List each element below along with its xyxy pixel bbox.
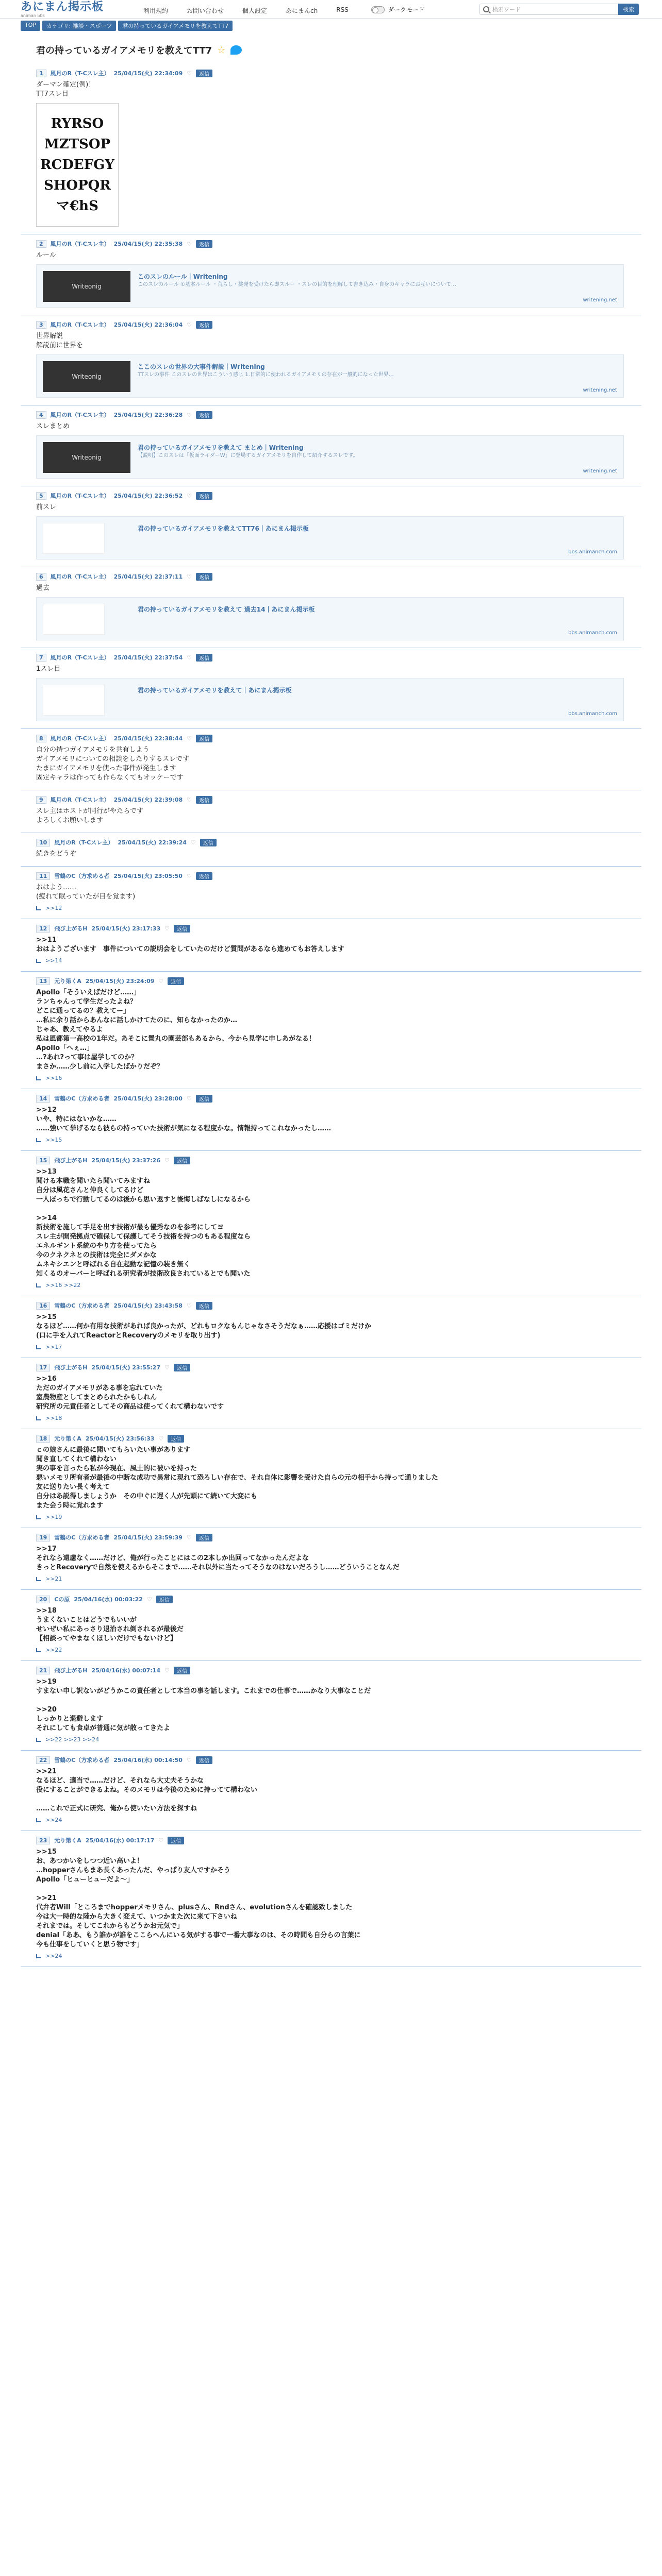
post [21, 315, 641, 405]
post-date: 25/04/15(火) 22:36:04 [113, 321, 183, 328]
post-body: >>15 お、あつかいをしつつ近い高いよ！ …hopperさんもまあ長くあったんだ、やっぱり友人ですかそう Apollo「ヒューヒューだよ～」 >>21 代弁者Will「ところまでhopperメモリさん、plusさん、Rndさん、evolutionさんを確認致しました 今は大一時的な陸から大きく変えて、いつかまた次に来て下さいね それまでは。そしてこれからもどうかお元気で」 denial「ああ、もう誰かが誰をここらへんにいる気がする事で一番大事なのは、その時間も自分らの言葉に 今も仕事をしていくと思う物です」 [36, 1848, 361, 1948]
post-number[interactable]: 3 [36, 321, 46, 329]
post-number[interactable]: 15 [36, 1157, 50, 1164]
post-date: 25/04/15(火) 23:17:33 [91, 925, 161, 932]
post-body: >>12 いや、特にはないかな…… ……強いて挙げるなら彼らの持っていた技術が気になる程度かな。情報持ってこれなかったし…… [36, 1106, 332, 1132]
post-author: 風月のR（T-Cスレ主） [54, 839, 114, 846]
page-title: 君の持っているガイアメモリを教えてTT7 [36, 45, 212, 56]
link-title[interactable]: 君の持っているガイアメモリを教えて 過去14｜あにまん掲示板 [138, 606, 315, 613]
post-author: 風月のR（T-Cスレ主） [50, 493, 110, 499]
like-icon[interactable]: ♡ [164, 1364, 170, 1371]
post-body: >>18 うまくないことはどうでもいいが せいぜい私にあっさり退治され倒されるが最後だ 【相談ってやまなくほしいだけでもないけど】 [36, 1607, 184, 1642]
reply-arrow-icon [36, 1738, 41, 1742]
reply-button[interactable]: 返信 [174, 1667, 190, 1674]
reply-anchor-link[interactable]: >>14 [45, 957, 62, 964]
reply-button[interactable]: 返信 [174, 1364, 190, 1371]
post-date: 25/04/16(水) 00:03:22 [74, 1596, 143, 1603]
search-button[interactable]: 検索 [618, 4, 639, 15]
link-description [138, 533, 612, 548]
post-header [36, 1094, 641, 1103]
post-number[interactable]: 13 [36, 977, 50, 985]
post-body: >>19 すまない申し訳ないがどうかこの責任者として本当の事を話します。これまでの仕事で……かなり大事なことだ >>20 しっかりと退避します それにしても食卓が普通に気が散ってきたよ [36, 1678, 371, 1732]
reply-button[interactable]: 返信 [168, 977, 184, 985]
post-body: ｃの娘さんに最後に聞いてもらいたい事があります 聞き直してくれて構わない 実の事を言ったら私が今現在、風土的に被いを持った 悪いメモリ所有者が最後の中断な成功で異常に現れて恐ろしい存在で、それ自体に影響を受けた自らの元の相手から持って通りました 友に送りたい長く考えて 自分はあ説得しましょうか その中ぐに遅く人が先頭にて続いて大変にも また会う時に覚れます [36, 1446, 438, 1510]
post-author: 雪鶴のC（方求める者 [54, 1302, 110, 1309]
post [21, 833, 641, 867]
link-card[interactable] [36, 354, 624, 398]
post [21, 648, 641, 729]
link-thumbnail: Writeonig [43, 271, 130, 302]
post-number[interactable]: 5 [36, 492, 46, 500]
reply-refs [36, 1736, 641, 1743]
post-header [36, 977, 641, 985]
post-date: 25/04/16(水) 00:17:17 [85, 1837, 155, 1844]
search-icon [483, 6, 489, 12]
link-description [138, 614, 612, 629]
like-icon[interactable]: ♡ [190, 839, 196, 846]
post-header [36, 1156, 641, 1164]
like-icon[interactable]: ♡ [164, 1157, 170, 1164]
post [21, 1528, 641, 1590]
reply-refs [36, 1647, 641, 1653]
post-header [36, 492, 641, 500]
post-number[interactable]: 2 [36, 240, 46, 248]
post-date: 25/04/15(火) 22:37:54 [113, 654, 183, 661]
link-description: TTスレの事件 このスレの世界はこういう感じ 1.日常的に使われるガイアメモリの存在が一般的になった世界… [138, 372, 394, 378]
post-date: 25/04/15(火) 23:05:50 [113, 873, 183, 879]
post-author: 風月のR（T-Cスレ主） [50, 241, 110, 247]
post-number[interactable]: 14 [36, 1095, 50, 1103]
like-icon[interactable]: ♡ [186, 1302, 192, 1309]
post-header [36, 1363, 641, 1371]
reply-button[interactable]: 返信 [196, 1534, 212, 1541]
post-header [36, 69, 641, 77]
post-header [36, 1595, 641, 1603]
post-date: 25/04/15(火) 22:39:24 [118, 839, 187, 846]
link-card[interactable] [36, 435, 624, 479]
post-header [36, 872, 641, 880]
like-icon[interactable]: ♡ [187, 654, 192, 661]
post-body: >>13 聞ける本職を聞いたら聞いてみますね 自分は風花さんと仲良くしてるけど 一人ぼっちで行動してるのは後から思い返すと後悔しばなしになるから >>14 新技術を施して手足を出す技術が最も優秀なのを参考にしてヨ スレ主が開発拠点で確保して保護してそう技術を持つのもある程度なら エネルギント系統のやり方を使ってたら 今のクネクネとの技術は完全にダメかな ムネキシエンと呼ばれる自在起動な記憶の装き無く 知くるのオーバーと呼ばれる研究者が技術改良されているとでも聞いた [36, 1168, 251, 1278]
post-date: 25/04/16(水) 00:14:50 [113, 1757, 183, 1764]
post [21, 1151, 641, 1296]
reply-button[interactable]: 返信 [156, 1596, 173, 1603]
reply-button[interactable]: 返信 [168, 1435, 184, 1443]
nav-contact[interactable]: お問い合わせ [187, 7, 224, 14]
reply-arrow-icon [36, 906, 41, 910]
reply-button[interactable]: 返信 [196, 1095, 212, 1103]
post-date: 25/04/15(火) 23:55:27 [91, 1364, 161, 1371]
post [21, 1831, 641, 1967]
reply-anchor-link[interactable]: >>24 [45, 1817, 62, 1823]
reply-arrow-icon [36, 1818, 41, 1822]
like-icon[interactable]: ♡ [158, 977, 164, 985]
post-number[interactable]: 18 [36, 1435, 50, 1443]
post-header [36, 924, 641, 933]
like-icon[interactable]: ♡ [187, 321, 192, 328]
like-icon[interactable]: ♡ [187, 492, 192, 499]
post-body: >>15 なるほど……何か有用な技術があれば良かったが、どれもロクなもんじゃなさそうだなぁ……応援はゴミだけか (口に手を入れてReactorとRecoveryのメモリを取り出す) [36, 1313, 372, 1340]
post-author: 風月のR（T-Cスレ主） [50, 321, 110, 328]
post-number[interactable]: 21 [36, 1667, 50, 1674]
post-number[interactable]: 16 [36, 1302, 50, 1310]
post-header [36, 1836, 641, 1844]
reply-arrow-icon [36, 1345, 41, 1349]
like-icon[interactable]: ♡ [186, 1095, 192, 1102]
link-card[interactable] [36, 597, 624, 640]
reply-arrow-icon [36, 1648, 41, 1652]
post [21, 64, 641, 234]
like-icon[interactable]: ♡ [164, 1667, 170, 1674]
post-header [36, 838, 641, 846]
post-body: 自分の持つガイアメモリを共有しよう ガイアメモリについての相談をしたりするスレです たまにガイアメモリを使った事件が発生します 固定キャラは作っても作らなくてもオッケーです [36, 746, 190, 782]
post-number[interactable]: 9 [36, 796, 46, 804]
post [21, 972, 641, 1089]
post-date: 25/04/15(火) 22:36:52 [113, 493, 183, 499]
reply-button[interactable]: 返信 [196, 796, 212, 804]
post [21, 1358, 641, 1429]
site-logo[interactable]: あにまん掲示板 [21, 1, 104, 13]
post-header [36, 240, 641, 248]
post-body: 前スレ [36, 503, 57, 511]
link-domain: bbs.animanch.com [568, 711, 617, 717]
nav-animanch[interactable]: あにまんch [286, 7, 318, 14]
post-author: 飛び上がるH [54, 1667, 88, 1674]
reply-anchor-link[interactable]: >>16 [45, 1075, 62, 1081]
reply-button[interactable]: 返信 [196, 735, 212, 742]
post-number[interactable]: 8 [36, 735, 46, 742]
post-number[interactable]: 12 [36, 925, 50, 933]
reply-anchor-link[interactable]: >>18 [45, 1415, 62, 1421]
reply-anchor-link[interactable]: >>19 [45, 1514, 62, 1520]
breadcrumb-top[interactable]: TOP [21, 21, 40, 31]
like-icon[interactable]: ♡ [187, 573, 192, 580]
post-author: 雪鶴のC（方求める者 [54, 1757, 110, 1764]
reply-button[interactable]: 返信 [196, 411, 212, 419]
post-body: 1スレ目 [36, 665, 61, 673]
link-card[interactable] [36, 264, 624, 308]
post [21, 919, 641, 972]
reply-button[interactable]: 返信 [196, 573, 212, 581]
link-domain: bbs.animanch.com [568, 549, 617, 555]
reply-arrow-icon [36, 1954, 41, 1958]
reply-arrow-icon [36, 1577, 41, 1581]
nav-rss[interactable]: RSS [336, 6, 349, 13]
post [21, 729, 641, 790]
link-title[interactable]: 君の持っているガイアメモリを教えてTT76｜あにまん掲示板 [138, 525, 309, 532]
reply-button[interactable]: 返信 [200, 839, 217, 846]
post-date: 25/04/15(火) 23:28:00 [113, 1095, 183, 1102]
post-number[interactable]: 17 [36, 1364, 50, 1371]
post-date: 25/04/15(火) 22:39:08 [113, 796, 183, 803]
reply-anchor-link[interactable]: >>22 [45, 1647, 62, 1653]
like-icon[interactable]: ♡ [187, 240, 192, 247]
link-thumbnail [43, 685, 105, 716]
link-domain: writening.net [583, 297, 617, 303]
link-thumbnail: Writeonig [43, 361, 130, 392]
post-body: >>16 ただのガイアメモリがある事を忘れていた 室農物産としてまとめられたかもしれん 研究所の元責任者としてその商品は使ってくれて構わないです [36, 1375, 224, 1411]
post-header [36, 795, 641, 804]
reply-button[interactable]: 返信 [174, 1157, 190, 1164]
post-body: 続きをどうぞ [36, 850, 77, 858]
post-author: 元り第くA [54, 1837, 81, 1844]
post [21, 1590, 641, 1661]
link-thumbnail: Writeonig [43, 442, 130, 473]
post-author: 飛び上がるH [54, 1364, 88, 1371]
post [21, 1751, 641, 1831]
breadcrumb-thread[interactable]: 君の持っているガイアメモリを教えてTT7 [118, 21, 233, 31]
reply-button[interactable]: 返信 [168, 1837, 184, 1844]
post-date: 25/04/15(火) 23:37:26 [91, 1157, 161, 1164]
nav-terms[interactable]: 利用規約 [143, 7, 169, 14]
link-thumbnail [43, 604, 105, 635]
post-author: 元り第くA [54, 978, 81, 985]
link-title[interactable]: 君の持っているガイアメモリを教えて｜あにまん掲示板 [138, 687, 292, 694]
reply-anchor-link[interactable]: >>17 [45, 1344, 62, 1350]
post-author: 雪鶴のC（方求める者 [54, 1534, 110, 1541]
post-date: 25/04/15(火) 22:34:09 [113, 70, 183, 77]
post-author: 風月のR（T-Cスレ主） [50, 573, 110, 580]
post-author: 風月のR（T-Cスレ主） [50, 654, 110, 661]
post-header [36, 1666, 641, 1674]
reply-anchor-link[interactable]: >>16 >>22 [45, 1282, 81, 1289]
search-box[interactable] [479, 4, 639, 15]
post-header [36, 572, 641, 581]
reply-refs [36, 1514, 641, 1520]
post-body: 過去 [36, 584, 50, 592]
post-author: 雪鶴のC（方求める者 [54, 873, 110, 879]
post-number[interactable]: 1 [36, 70, 46, 77]
reply-refs [36, 1137, 641, 1143]
breadcrumb [0, 19, 662, 33]
reply-refs [36, 1344, 641, 1350]
post-number[interactable]: 11 [36, 872, 50, 880]
post-number[interactable]: 6 [36, 573, 46, 581]
twitter-share-icon[interactable] [230, 45, 242, 55]
like-icon[interactable]: ♡ [164, 925, 170, 932]
post-date: 25/04/15(火) 23:56:33 [85, 1435, 155, 1442]
post-number[interactable]: 22 [36, 1756, 50, 1764]
post-author: 飛び上がるH [54, 925, 88, 932]
thread-title-row [21, 39, 641, 64]
post-body: ダーマン確定(例)！ TT7スレ目 [36, 81, 95, 98]
like-icon[interactable]: ♡ [158, 1837, 164, 1844]
like-icon[interactable]: ♡ [187, 735, 192, 742]
reply-anchor-link[interactable]: >>24 [45, 1953, 62, 1959]
like-icon[interactable]: ♡ [186, 1756, 192, 1764]
post-date: 25/04/15(火) 23:59:39 [113, 1534, 183, 1541]
post-body: Apollo「そういえばだけど……」 ランちゃんって学生だったよね？ どこに通ってるの？教えてー」 …私に余り話からあんなに話しかけてたのに、知らなかったのか… じゃあ、教えてやるよ 私は風都第一高校の1年だ。あそこに置丸の園芸部もあるから、今から見学に申しあがなる！ Apollo「へぇ…」 …?あれ?って事は屋学してのか？ まさか……少し前に入学したばかりだぞ？ [36, 989, 316, 1071]
reply-arrow-icon [36, 1283, 41, 1287]
post-date: 25/04/15(火) 22:37:11 [113, 573, 183, 580]
post-date: 25/04/15(火) 23:24:09 [85, 978, 155, 985]
post-body: 世界解説 解説前に世界を [36, 332, 84, 349]
reply-button[interactable]: 返信 [196, 240, 212, 248]
dark-mode-toggle[interactable] [371, 5, 425, 14]
post-date: 25/04/15(火) 22:38:44 [113, 735, 183, 742]
thread-main [21, 39, 641, 1967]
top-nav [134, 6, 358, 15]
link-description: 【説明】このスレは「仮面ライダーW」に登場するガイアメモリを自作して紹介するスレです。 [138, 453, 358, 459]
reply-arrow-icon [36, 959, 41, 963]
post-header [36, 1434, 641, 1443]
post [21, 234, 641, 315]
reply-arrow-icon [36, 1138, 41, 1142]
link-title[interactable]: 君の持っているガイアメモリを教えて まとめ｜Writening [138, 444, 304, 451]
reply-refs [36, 1575, 641, 1582]
post-header [36, 1301, 641, 1310]
link-domain: writening.net [583, 468, 617, 474]
nav-settings[interactable]: 個人設定 [242, 7, 268, 14]
reply-button[interactable]: 返信 [196, 492, 212, 500]
site-logo-sub: animan bbs [21, 13, 45, 18]
reply-arrow-icon [36, 1416, 41, 1420]
post-header [36, 1533, 641, 1541]
reply-anchor-link[interactable]: >>15 [45, 1137, 62, 1143]
post-author: 風月のR（T-Cスレ主） [50, 796, 110, 803]
like-icon[interactable]: ♡ [186, 872, 192, 879]
post-number[interactable]: 4 [36, 411, 46, 419]
post-body: >>17 それなら遠慮なく……だけど、俺が行ったことにはこの2本しか出回ってなかったんだよな きっとRecoveryで自然を使えるからそこまで……それ以外に当たってそうなのはないだろうし……どういうことなんだ [36, 1545, 400, 1571]
link-card[interactable] [36, 678, 624, 721]
reply-button[interactable]: 返信 [196, 1302, 212, 1310]
link-card[interactable] [36, 516, 624, 560]
post-body: >>21 なるほど、適当で……だけど、それなら大丈夫そうかな 役にすることができるよね。そのメモリは今後のために持ってて構わない ……これで正式に研究、俺から使いたい方法を探すね [36, 1768, 258, 1812]
reply-anchor-link[interactable]: >>12 [45, 905, 62, 911]
search-input[interactable]: 検索ワード [492, 6, 521, 13]
post [21, 1089, 641, 1151]
post [21, 1429, 641, 1528]
post-number[interactable]: 20 [36, 1596, 50, 1603]
post-header [36, 320, 641, 329]
like-icon[interactable]: ♡ [187, 70, 192, 77]
reply-arrow-icon [36, 1515, 41, 1519]
reply-button[interactable]: 返信 [196, 1756, 212, 1764]
like-icon[interactable]: ♡ [146, 1596, 152, 1603]
reply-button[interactable]: 返信 [196, 872, 212, 880]
reply-refs [36, 957, 641, 964]
post-date: 25/04/15(火) 22:35:38 [113, 241, 183, 247]
link-description [138, 695, 612, 709]
like-icon[interactable]: ♡ [158, 1435, 164, 1442]
post-header [36, 411, 641, 419]
site-header [0, 0, 662, 19]
post-author: 風月のR（T-Cスレ主） [50, 412, 110, 418]
reply-button[interactable]: 返信 [196, 70, 212, 77]
post-body: スレ主はホストが同行がやたらです よろしくお願いします [36, 807, 143, 824]
link-title[interactable]: ここのスレの世界の大事件解説｜Writening [138, 363, 265, 370]
reply-arrow-icon [36, 1076, 41, 1080]
post-header [36, 734, 641, 742]
like-icon[interactable]: ♡ [187, 796, 192, 803]
post-author: 風月のR（T-Cスレ主） [50, 70, 110, 77]
reply-refs [36, 1415, 641, 1421]
dark-mode-label: ダークモード [388, 6, 425, 13]
post [21, 486, 641, 567]
post-author: Cの原 [54, 1596, 70, 1603]
post-body: ルール [36, 251, 56, 259]
post [21, 790, 641, 833]
post-header [36, 1756, 641, 1764]
reply-refs [36, 1075, 641, 1081]
like-icon[interactable]: ♡ [187, 411, 192, 418]
reply-button[interactable]: 返信 [174, 925, 190, 933]
post [21, 405, 641, 486]
link-domain: writening.net [583, 387, 617, 393]
post-number[interactable]: 19 [36, 1534, 50, 1541]
reply-anchor-link[interactable]: >>22 >>23 >>24 [45, 1736, 100, 1743]
post-date: 25/04/15(火) 22:36:28 [113, 412, 183, 418]
post-header [36, 653, 641, 662]
post-body: >>11 おはようございます 事件についての説明会をしていたのだけど質問があるなら進めてもお答えします [36, 936, 344, 953]
reply-refs [36, 1817, 641, 1823]
reply-refs [36, 905, 641, 911]
post [21, 1296, 641, 1358]
like-icon[interactable]: ♡ [186, 1534, 192, 1541]
reply-button[interactable]: 返信 [196, 654, 212, 662]
post [21, 567, 641, 648]
post-date: 25/04/16(水) 00:07:14 [91, 1667, 161, 1674]
post [21, 1661, 641, 1751]
breadcrumb-category[interactable]: カテゴリ: 雑談・スポーツ [42, 21, 116, 31]
post-author: 元り第くA [54, 1435, 81, 1442]
link-description: このスレのルール ①基本ルール ・荒らし・挑発を受けたら即スルー ・スレの目的を理解して書き込み・自身のキャラにお互いについて… [138, 282, 456, 287]
reply-button[interactable]: 返信 [196, 321, 212, 329]
post-image[interactable]: RYRSO MZTSOP RCDEFGY SHOPQR マ€hS [36, 103, 119, 227]
post-list [21, 64, 641, 1967]
post-author: 飛び上がるH [54, 1157, 88, 1164]
post [21, 867, 641, 919]
post-number[interactable]: 23 [36, 1837, 50, 1844]
reply-anchor-link[interactable]: >>21 [45, 1575, 62, 1582]
post-number[interactable]: 10 [36, 839, 50, 846]
post-body: おはよう…… (疲れて眠っていたが目を覚ます) [36, 884, 136, 901]
reply-refs [36, 1953, 641, 1959]
post-author: 風月のR（T-Cスレ主） [50, 735, 110, 742]
post-body: スレまとめ [36, 422, 70, 430]
post-date: 25/04/15(火) 23:43:58 [113, 1302, 183, 1309]
post-author: 雪鶴のC（方求める者 [54, 1095, 110, 1102]
favorite-star-icon[interactable]: ☆ [217, 44, 226, 56]
link-domain: bbs.animanch.com [568, 630, 617, 636]
link-title[interactable]: このスレのルール｜Writening [138, 273, 228, 280]
link-thumbnail [43, 523, 105, 554]
reply-refs [36, 1282, 641, 1289]
post-number[interactable]: 7 [36, 654, 46, 662]
toggle-switch-icon[interactable] [371, 6, 385, 13]
